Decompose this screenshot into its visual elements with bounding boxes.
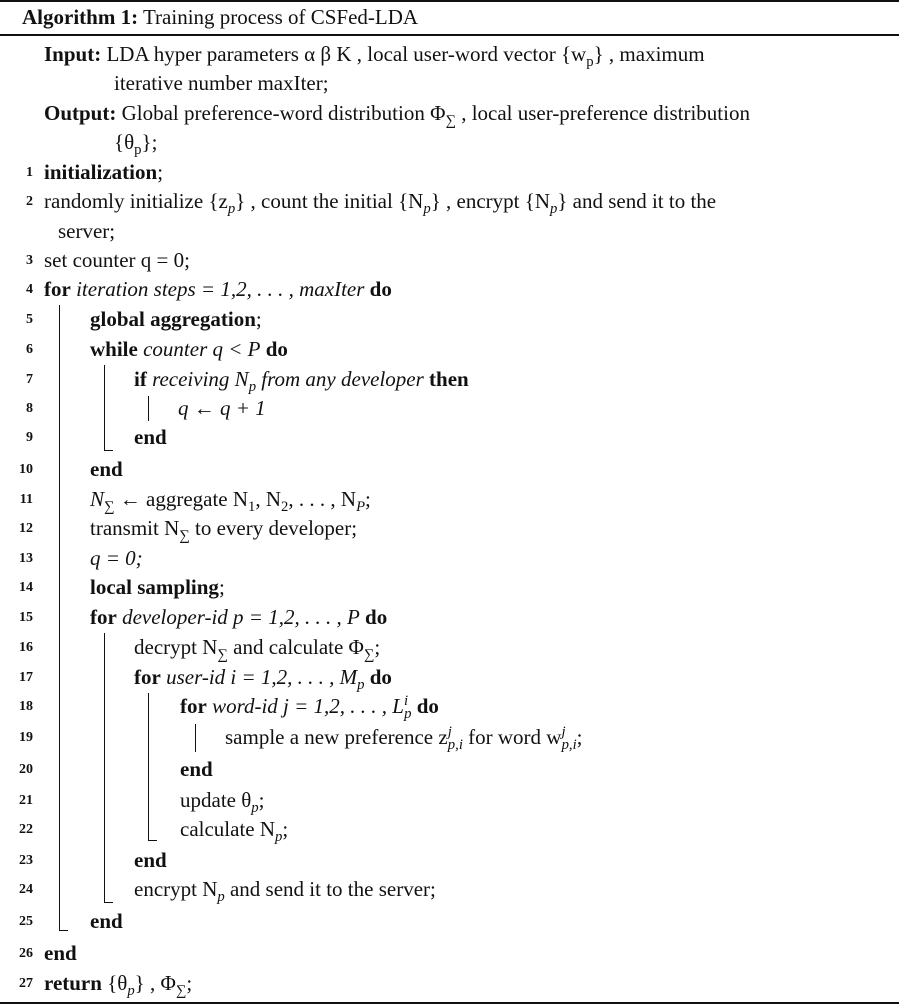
sub: ∑ (179, 528, 190, 545)
line-number: 19 (19, 730, 33, 745)
output-text-b-end: }; (141, 130, 158, 154)
semicolon: ; (255, 307, 262, 331)
output-sub-b: p (134, 142, 142, 159)
line-14 (0, 573, 880, 603)
sub: p (423, 201, 431, 218)
sup: i (404, 693, 409, 709)
line-number: 3 (26, 253, 33, 268)
sup: j (447, 724, 452, 740)
text: developer-id p = 1,2, . . . , P (122, 605, 360, 629)
input-text-a: LDA hyper parameters α β K , local user-word vector {w (106, 42, 587, 66)
text: randomly initialize {z (44, 189, 228, 213)
line-text (90, 487, 371, 516)
text: to every developer; (189, 516, 358, 540)
output-text-a: Global preference-word distribution Φ (121, 101, 446, 125)
line-text (180, 693, 439, 723)
line-number: 2 (26, 194, 33, 209)
line-26 (0, 939, 880, 969)
line-21 (0, 786, 880, 816)
line-number: 17 (19, 670, 33, 685)
bottom-rule (0, 1002, 899, 1004)
if-block-bar (148, 396, 149, 421)
line-text (180, 817, 289, 846)
line-text (134, 877, 436, 906)
line-17 (0, 663, 880, 693)
text: and calculate Φ (227, 635, 364, 659)
algorithm-caption (22, 5, 418, 30)
sub: p (404, 706, 412, 723)
line-2 (0, 187, 880, 217)
line-13 (0, 544, 880, 574)
input-text-b: iterative number maxIter; (114, 71, 329, 95)
keyword-end: end (90, 457, 123, 481)
line-number: 15 (19, 610, 33, 625)
keyword-for: for (180, 694, 207, 718)
line-number: 6 (26, 342, 33, 357)
line-number: 9 (26, 430, 33, 445)
line-1 (0, 158, 880, 188)
sub: P (356, 499, 366, 516)
for-user-bar (148, 693, 149, 841)
line-24 (0, 875, 880, 905)
math: N (90, 487, 105, 511)
caption-rule (0, 34, 899, 36)
line-text (134, 367, 469, 396)
sub: ∑ (175, 983, 187, 1000)
line-number: 13 (19, 551, 33, 566)
keyword-do: do (369, 665, 392, 689)
text: } , encrypt {N (430, 189, 550, 213)
keyword-return: return (44, 971, 102, 995)
input-sub: p (586, 54, 594, 71)
line-text: set counter q = 0; (44, 248, 190, 272)
line-number: 22 (19, 822, 33, 837)
text: and send it to the server; (224, 877, 436, 901)
sub: p (248, 379, 257, 396)
caption-title: Training process of CSFed-LDA (142, 5, 419, 29)
text: word-id j = 1,2, . . . , L (212, 694, 404, 718)
line-text: server; (58, 219, 116, 243)
keyword-then: then (429, 367, 469, 391)
keyword-for: for (44, 277, 71, 301)
for-developer-bar (104, 633, 105, 903)
input-text-a-end: } , maximum (593, 42, 705, 66)
line-25 (0, 907, 880, 937)
text: sample a new preference z (225, 725, 448, 749)
output-text-a-end: , local user-preference distribution (455, 101, 750, 125)
line-text (90, 575, 225, 600)
line-3 (0, 246, 880, 276)
line-number: 25 (19, 914, 33, 929)
text: user-id i = 1,2, . . . , M (166, 665, 358, 689)
line-number: 5 (26, 312, 33, 327)
for-user-hook (148, 840, 157, 841)
text: encrypt N (134, 877, 218, 901)
line-11 (0, 485, 880, 515)
line-number: 11 (19, 492, 33, 507)
for-block-bar (59, 305, 60, 931)
line-text (44, 277, 392, 302)
keyword-if: if (134, 367, 147, 391)
text: , . . . , N (288, 487, 357, 511)
text: } , Φ (134, 971, 176, 995)
text: transmit N (90, 516, 180, 540)
keyword-initialization: initialization (44, 160, 158, 184)
keyword-end: end (44, 941, 77, 965)
while-block-hook (104, 450, 113, 451)
keyword-end: end (134, 425, 167, 449)
line-number: 8 (26, 401, 33, 416)
sup: j (561, 724, 566, 740)
text: calculate N (180, 817, 276, 841)
sub: p (217, 889, 225, 906)
semicolon: ; (218, 575, 225, 599)
line-number: 4 (26, 282, 33, 297)
sub: p (549, 201, 558, 218)
semicolon: ; (374, 635, 381, 659)
line-19 (0, 723, 880, 753)
sub: p (127, 983, 135, 1000)
sub: p (275, 829, 283, 846)
line-number: 27 (19, 976, 33, 991)
line-text (90, 307, 262, 332)
line-text (180, 788, 265, 817)
line-text (44, 189, 717, 218)
text: decrypt N (134, 635, 218, 659)
output-sub-a: ∑ (445, 113, 456, 130)
sub: p,i (447, 737, 463, 754)
math: maxIter (299, 277, 365, 301)
semicolon: ; (157, 160, 164, 184)
line-6 (0, 335, 880, 365)
line-number: 7 (26, 372, 33, 387)
sub: p (357, 677, 365, 694)
line-9 (0, 423, 880, 453)
for-block-hook (59, 930, 68, 931)
text: iteration steps = 1,2, . . . , (76, 277, 294, 301)
output-text-b: {θ (114, 130, 135, 154)
line-4 (0, 275, 880, 305)
keyword-do: do (365, 605, 388, 629)
text: , N (255, 487, 282, 511)
line-number: 10 (19, 462, 33, 477)
semicolon: ; (282, 817, 289, 841)
semicolon: ; (258, 788, 265, 812)
line-20 (0, 755, 880, 785)
line-number: 20 (19, 762, 33, 777)
line-10 (0, 455, 880, 485)
line-number: 21 (19, 793, 33, 808)
line-number: 16 (19, 640, 33, 655)
line-number: 1 (26, 165, 33, 180)
line-23 (0, 846, 880, 876)
sub: p (251, 800, 259, 817)
top-rule (0, 0, 899, 2)
semicolon: ; (186, 971, 193, 995)
line-2-cont (0, 217, 880, 247)
text: update θ (180, 788, 252, 812)
line-number: 18 (19, 699, 33, 714)
line-7 (0, 365, 880, 395)
line-12 (0, 514, 880, 544)
line-5 (0, 305, 880, 335)
keyword-local-sampling: local sampling (90, 575, 219, 599)
keyword-while: while (90, 337, 138, 361)
keyword-global-aggregation: global aggregation (90, 307, 256, 331)
keyword-end: end (90, 909, 123, 933)
keyword-for: for (134, 665, 161, 689)
line-text: q = 0; (90, 546, 143, 570)
line-number: 12 (19, 521, 33, 536)
sub: p (227, 201, 236, 218)
line-text: q ← q + 1 (178, 396, 266, 420)
semicolon: ; (365, 487, 371, 511)
sub: ∑ (363, 647, 375, 664)
text: } and send it to the (557, 189, 717, 213)
sub: ∑ (217, 647, 228, 664)
sub: 2 (281, 499, 289, 516)
line-number: 23 (19, 853, 33, 868)
line-text (90, 605, 387, 630)
line-27 (0, 969, 880, 999)
line-18 (0, 692, 880, 722)
text: ← aggregate N (114, 487, 249, 511)
for-word-bar (195, 724, 196, 752)
while-block-bar (104, 365, 105, 451)
line-number: 26 (19, 946, 33, 961)
line-text (134, 635, 381, 664)
text: {θ (107, 971, 128, 995)
line-number: 24 (19, 882, 33, 897)
keyword-end: end (180, 757, 213, 781)
line-text (90, 337, 288, 362)
keyword-for: for (90, 605, 117, 629)
sub: ∑ (104, 499, 115, 516)
semicolon: ; (576, 725, 583, 749)
output-text-b-wrap (44, 128, 884, 157)
line-22 (0, 815, 880, 845)
line-15 (0, 603, 880, 633)
line-text (225, 724, 583, 754)
input-block (44, 40, 884, 98)
for-developer-hook (104, 902, 113, 903)
line-number: 14 (19, 580, 33, 595)
line-16 (0, 633, 880, 663)
sub: 1 (248, 499, 256, 516)
text: counter q < P (143, 337, 261, 361)
input-head: Input: (44, 42, 102, 66)
keyword-end: end (134, 848, 167, 872)
keyword-do: do (265, 337, 288, 361)
keyword-do: do (416, 694, 439, 718)
line-text (44, 160, 163, 185)
line-text (134, 665, 392, 694)
caption-label: Algorithm 1: (22, 5, 139, 29)
text: receiving N (152, 367, 249, 391)
line-text (44, 971, 193, 1000)
keyword-do: do (369, 277, 392, 301)
text: for word w (462, 725, 562, 749)
sub: p,i (561, 737, 577, 754)
output-head: Output: (44, 101, 117, 125)
line-8 (0, 394, 880, 424)
text: } , count the initial {N (235, 189, 424, 213)
text: from any developer (261, 367, 424, 391)
line-text (90, 516, 358, 545)
output-block (44, 99, 884, 157)
